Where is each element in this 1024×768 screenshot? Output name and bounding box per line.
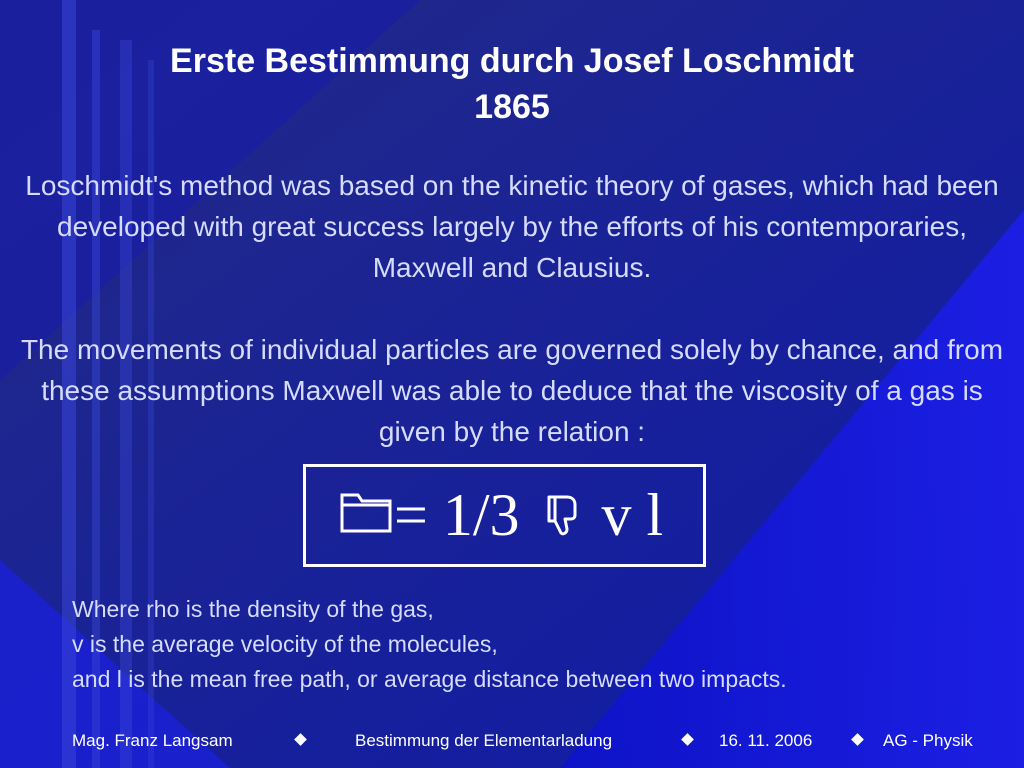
slide-footer	[0, 728, 1024, 758]
footer-author: Mag. Franz Langsam	[72, 731, 233, 750]
diamond-icon	[294, 733, 307, 746]
formula-tail: v l	[601, 482, 664, 548]
diamond-icon	[851, 733, 864, 746]
definition-line-1: Where rho is the density of the gas,	[72, 596, 434, 622]
folder-icon	[336, 481, 396, 541]
formula-text: = 1/3	[394, 482, 520, 548]
formula-expression	[394, 475, 663, 555]
footer-group: AG - Physik	[883, 731, 973, 750]
variable-definitions	[72, 592, 787, 697]
diamond-icon	[681, 733, 694, 746]
paragraph-2: The movements of individual particles are governed solely by chance, and from these assumptions Maxwell was able to deduce that the viscosity of a gas is given by the relation :	[20, 334, 1004, 447]
paragraph-1: Loschmidt's method was based on the kinetic theory of gases, which had been developed with great success largely by the efforts of his contemporaries, Maxwell and Clausius.	[25, 170, 999, 283]
definition-line-2: v is the average velocity of the molecules,	[72, 631, 498, 657]
title-line-1: Erste Bestimmung durch Josef Loschmidt	[170, 42, 854, 80]
thumbs-down-icon	[543, 493, 583, 537]
title-line-2: 1865	[474, 88, 550, 126]
footer-date: 16. 11. 2006	[719, 731, 813, 750]
definition-line-3: and l is the mean free path, or average distance between two impacts.	[72, 666, 787, 692]
formula-box	[303, 464, 706, 567]
footer-topic: Bestimmung der Elementarladung	[355, 731, 613, 750]
slide-title	[0, 38, 1024, 130]
